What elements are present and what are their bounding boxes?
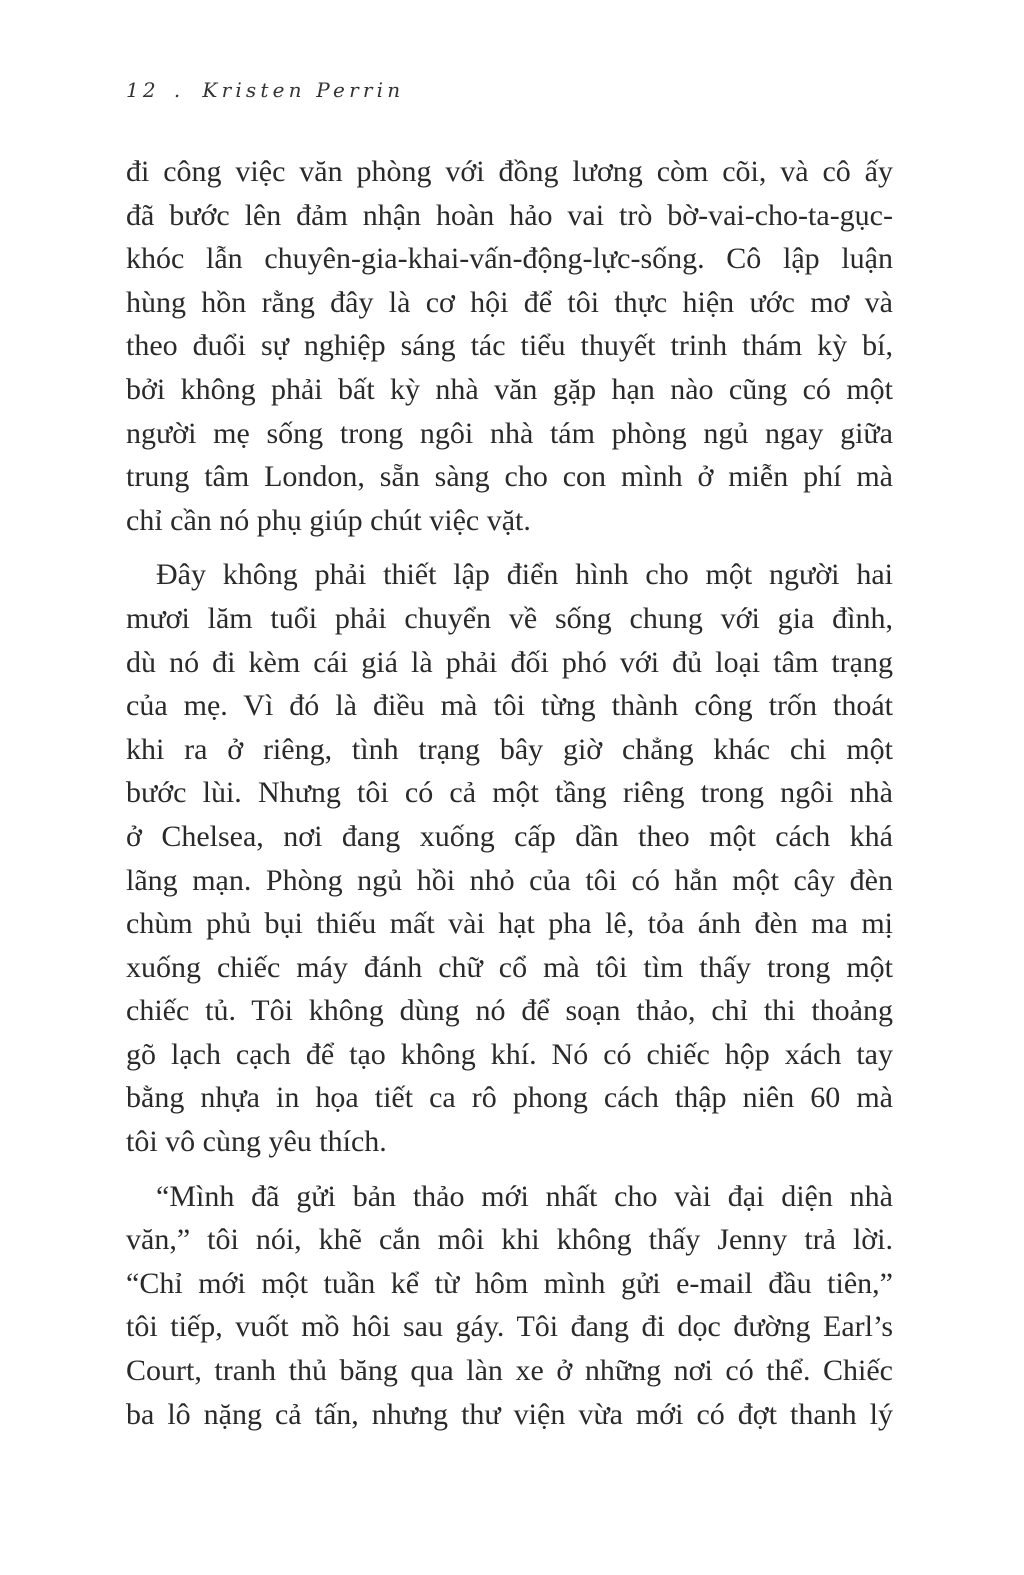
text-line: ba lô nặng cả tấn, nhưng thư viện vừa mới có đợt thanh lý xyxy=(126,1397,893,1431)
text-line: “Chỉ mới một tuần kể từ hôm mình gửi e-mail đầu tiên,” xyxy=(126,1266,893,1300)
text-line: theo đuổi sự nghiệp sáng tác tiểu thuyết trinh thám kỳ bí, xyxy=(126,329,893,363)
text-line: Đây không phải thiết lập điển hình cho một người hai xyxy=(156,558,893,592)
header-separator: . xyxy=(173,78,185,102)
text-line: đã bước lên đảm nhận hoàn hảo vai trò bờ-vai-cho-ta-gục- xyxy=(126,198,893,232)
text-line: trung tâm London, sẵn sàng cho con mình ở miễn phí mà xyxy=(126,460,893,494)
text-line: khi ra ở riêng, tình trạng bây giờ chẳng khác chi một xyxy=(126,732,893,766)
text-line: dù nó đi kèm cái giá là phải đối phó với đủ loại tâm trạng xyxy=(126,645,893,679)
text-line: ở Chelsea, nơi đang xuống cấp dần theo một cách khá xyxy=(126,819,893,853)
paragraph xyxy=(126,553,893,1163)
text-line: gõ lạch cạch để tạo không khí. Nó có chiếc hộp xách tay xyxy=(126,1037,893,1071)
text-line: “Mình đã gửi bản thảo mới nhất cho vài đại diện nhà xyxy=(156,1179,893,1213)
text-line: chùm phủ bụi thiếu mất vài hạt pha lê, tỏa ánh đèn ma mị xyxy=(126,907,893,941)
text-line: hùng hồn rằng đây là cơ hội để tôi thực hiện ước mơ và xyxy=(126,285,893,319)
paragraph xyxy=(126,1175,893,1437)
page-number: 12 xyxy=(126,78,160,102)
text-line: Court, tranh thủ băng qua làn xe ở những nơi có thể. Chiếc xyxy=(126,1354,893,1388)
text-line: xuống chiếc máy đánh chữ cổ mà tôi tìm thấy trong một xyxy=(126,950,893,984)
page-body-text xyxy=(126,150,893,1447)
paragraph xyxy=(126,150,893,542)
text-line: mươi lăm tuổi phải chuyển về sống chung với gia đình, xyxy=(126,601,893,635)
text-line: đi công việc văn phòng với đồng lương còm cõi, và cô ấy xyxy=(126,155,893,188)
author-name: Kristen Perrin xyxy=(202,78,405,102)
text-line: chiếc tủ. Tôi không dùng nó để soạn thảo, chỉ thi thoảng xyxy=(126,994,893,1028)
text-line: bởi không phải bất kỳ nhà văn gặp hạn nào cũng có một xyxy=(126,372,893,406)
text-line: khóc lẫn chuyên-gia-khai-vấn-động-lực-sống. Cô lập luận xyxy=(126,242,893,276)
text-line: văn,” tôi nói, khẽ cắn môi khi không thấy Jenny trả lời. xyxy=(126,1223,893,1257)
text-line: tôi tiếp, vuốt mồ hôi sau gáy. Tôi đang đi dọc đường Earl’s xyxy=(126,1310,893,1344)
text-line: lãng mạn. Phòng ngủ hồi nhỏ của tôi có hẳn một cây đèn xyxy=(126,863,893,897)
running-header xyxy=(126,78,404,102)
text-line: bước lùi. Nhưng tôi có cả một tầng riêng trong ngôi nhà xyxy=(126,776,893,810)
text-line: tôi vô cùng yêu thích. xyxy=(126,1125,387,1159)
text-line: người mẹ sống trong ngôi nhà tám phòng ngủ ngay giữa xyxy=(126,416,893,450)
text-line: chỉ cần nó phụ giúp chút việc vặt. xyxy=(126,503,531,537)
text-line: của mẹ. Vì đó là điều mà tôi từng thành công trốn thoát xyxy=(126,689,893,723)
text-line: bằng nhựa in họa tiết ca rô phong cách thập niên 60 mà xyxy=(126,1081,893,1115)
